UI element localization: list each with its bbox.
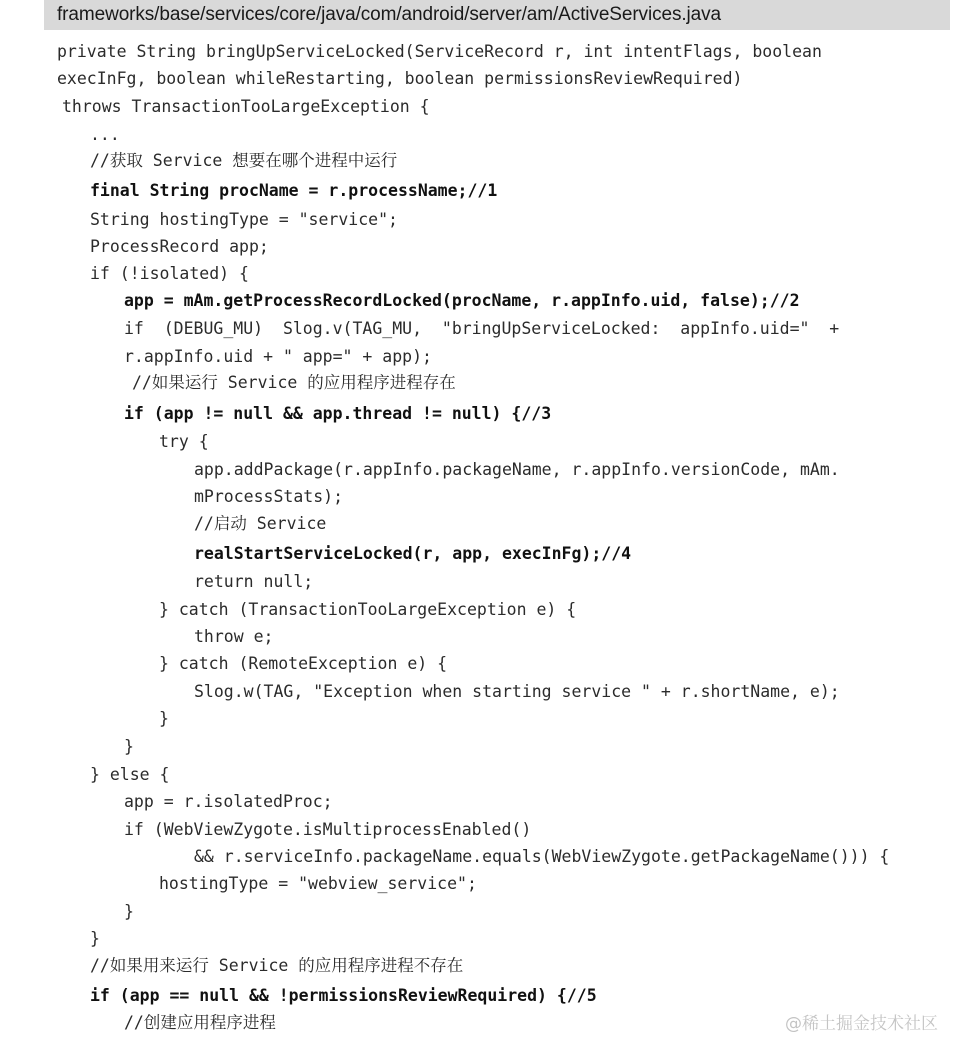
code-line: try { (159, 432, 209, 451)
code-line: } (124, 737, 134, 756)
code-line: if (DEBUG_MU) Slog.v(TAG_MU, "bringUpServiceLocked: appInfo.uid=" + (124, 319, 840, 338)
code-line: } else { (90, 765, 170, 784)
code-line: execInFg, boolean whileRestarting, boolean permissionsReviewRequired) (57, 69, 743, 88)
code-line: } catch (TransactionTooLargeException e) { (159, 600, 577, 619)
code-line: final String procName = r.processName;//1 (90, 181, 498, 200)
code-line: if (app == null && !permissionsReviewRequired) {//5 (90, 986, 597, 1005)
code-line: app = mAm.getProcessRecordLocked(procName, r.appInfo.uid, false);//2 (124, 291, 800, 310)
code-line: && r.serviceInfo.packageName.equals(WebViewZygote.getPackageName())) { (194, 847, 890, 866)
code-line: app.addPackage(r.appInfo.packageName, r.appInfo.versionCode, mAm. (194, 460, 840, 479)
code-line: throw e; (194, 627, 274, 646)
code-line: //启动 Service (194, 514, 327, 533)
code-line: //如果运行 Service 的应用程序进程存在 (132, 373, 456, 392)
code-line: } catch (RemoteException e) { (159, 654, 448, 673)
code-line: if (!isolated) { (90, 264, 249, 283)
code-line: } (90, 929, 100, 948)
code-line: throws TransactionTooLargeException { (62, 97, 430, 116)
code-line: //获取 Service 想要在哪个进程中运行 (90, 151, 398, 170)
code-line: realStartServiceLocked(r, app, execInFg);//4 (194, 544, 632, 563)
code-line: //如果用来运行 Service 的应用程序进程不存在 (90, 956, 464, 975)
code-line: r.appInfo.uid + " app=" + app); (124, 347, 432, 366)
code-line: String hostingType = "service"; (90, 210, 398, 229)
code-line: Slog.w(TAG, "Exception when starting service " + r.shortName, e); (194, 682, 840, 701)
code-line: ProcessRecord app; (90, 237, 269, 256)
code-line: ... (90, 125, 120, 144)
code-line: app = r.isolatedProc; (124, 792, 333, 811)
file-path-title: frameworks/base/services/core/java/com/android/server/am/ActiveServices.java (57, 4, 721, 25)
code-line: private String bringUpServiceLocked(ServiceRecord r, int intentFlags, boolean (57, 42, 822, 61)
code-line: if (WebViewZygote.isMultiprocessEnabled() (124, 820, 532, 839)
code-line: hostingType = "webview_service"; (159, 874, 477, 893)
code-line: //创建应用程序进程 (124, 1013, 276, 1032)
code-line: mProcessStats); (194, 487, 344, 506)
code-line: } (124, 902, 134, 921)
file-path-header (44, 0, 950, 30)
code-line: } (159, 709, 169, 728)
code-line: return null; (194, 572, 314, 591)
code-line: if (app != null && app.thread != null) {//3 (124, 404, 552, 423)
watermark: @稀土掘金技术社区 (785, 1014, 938, 1034)
